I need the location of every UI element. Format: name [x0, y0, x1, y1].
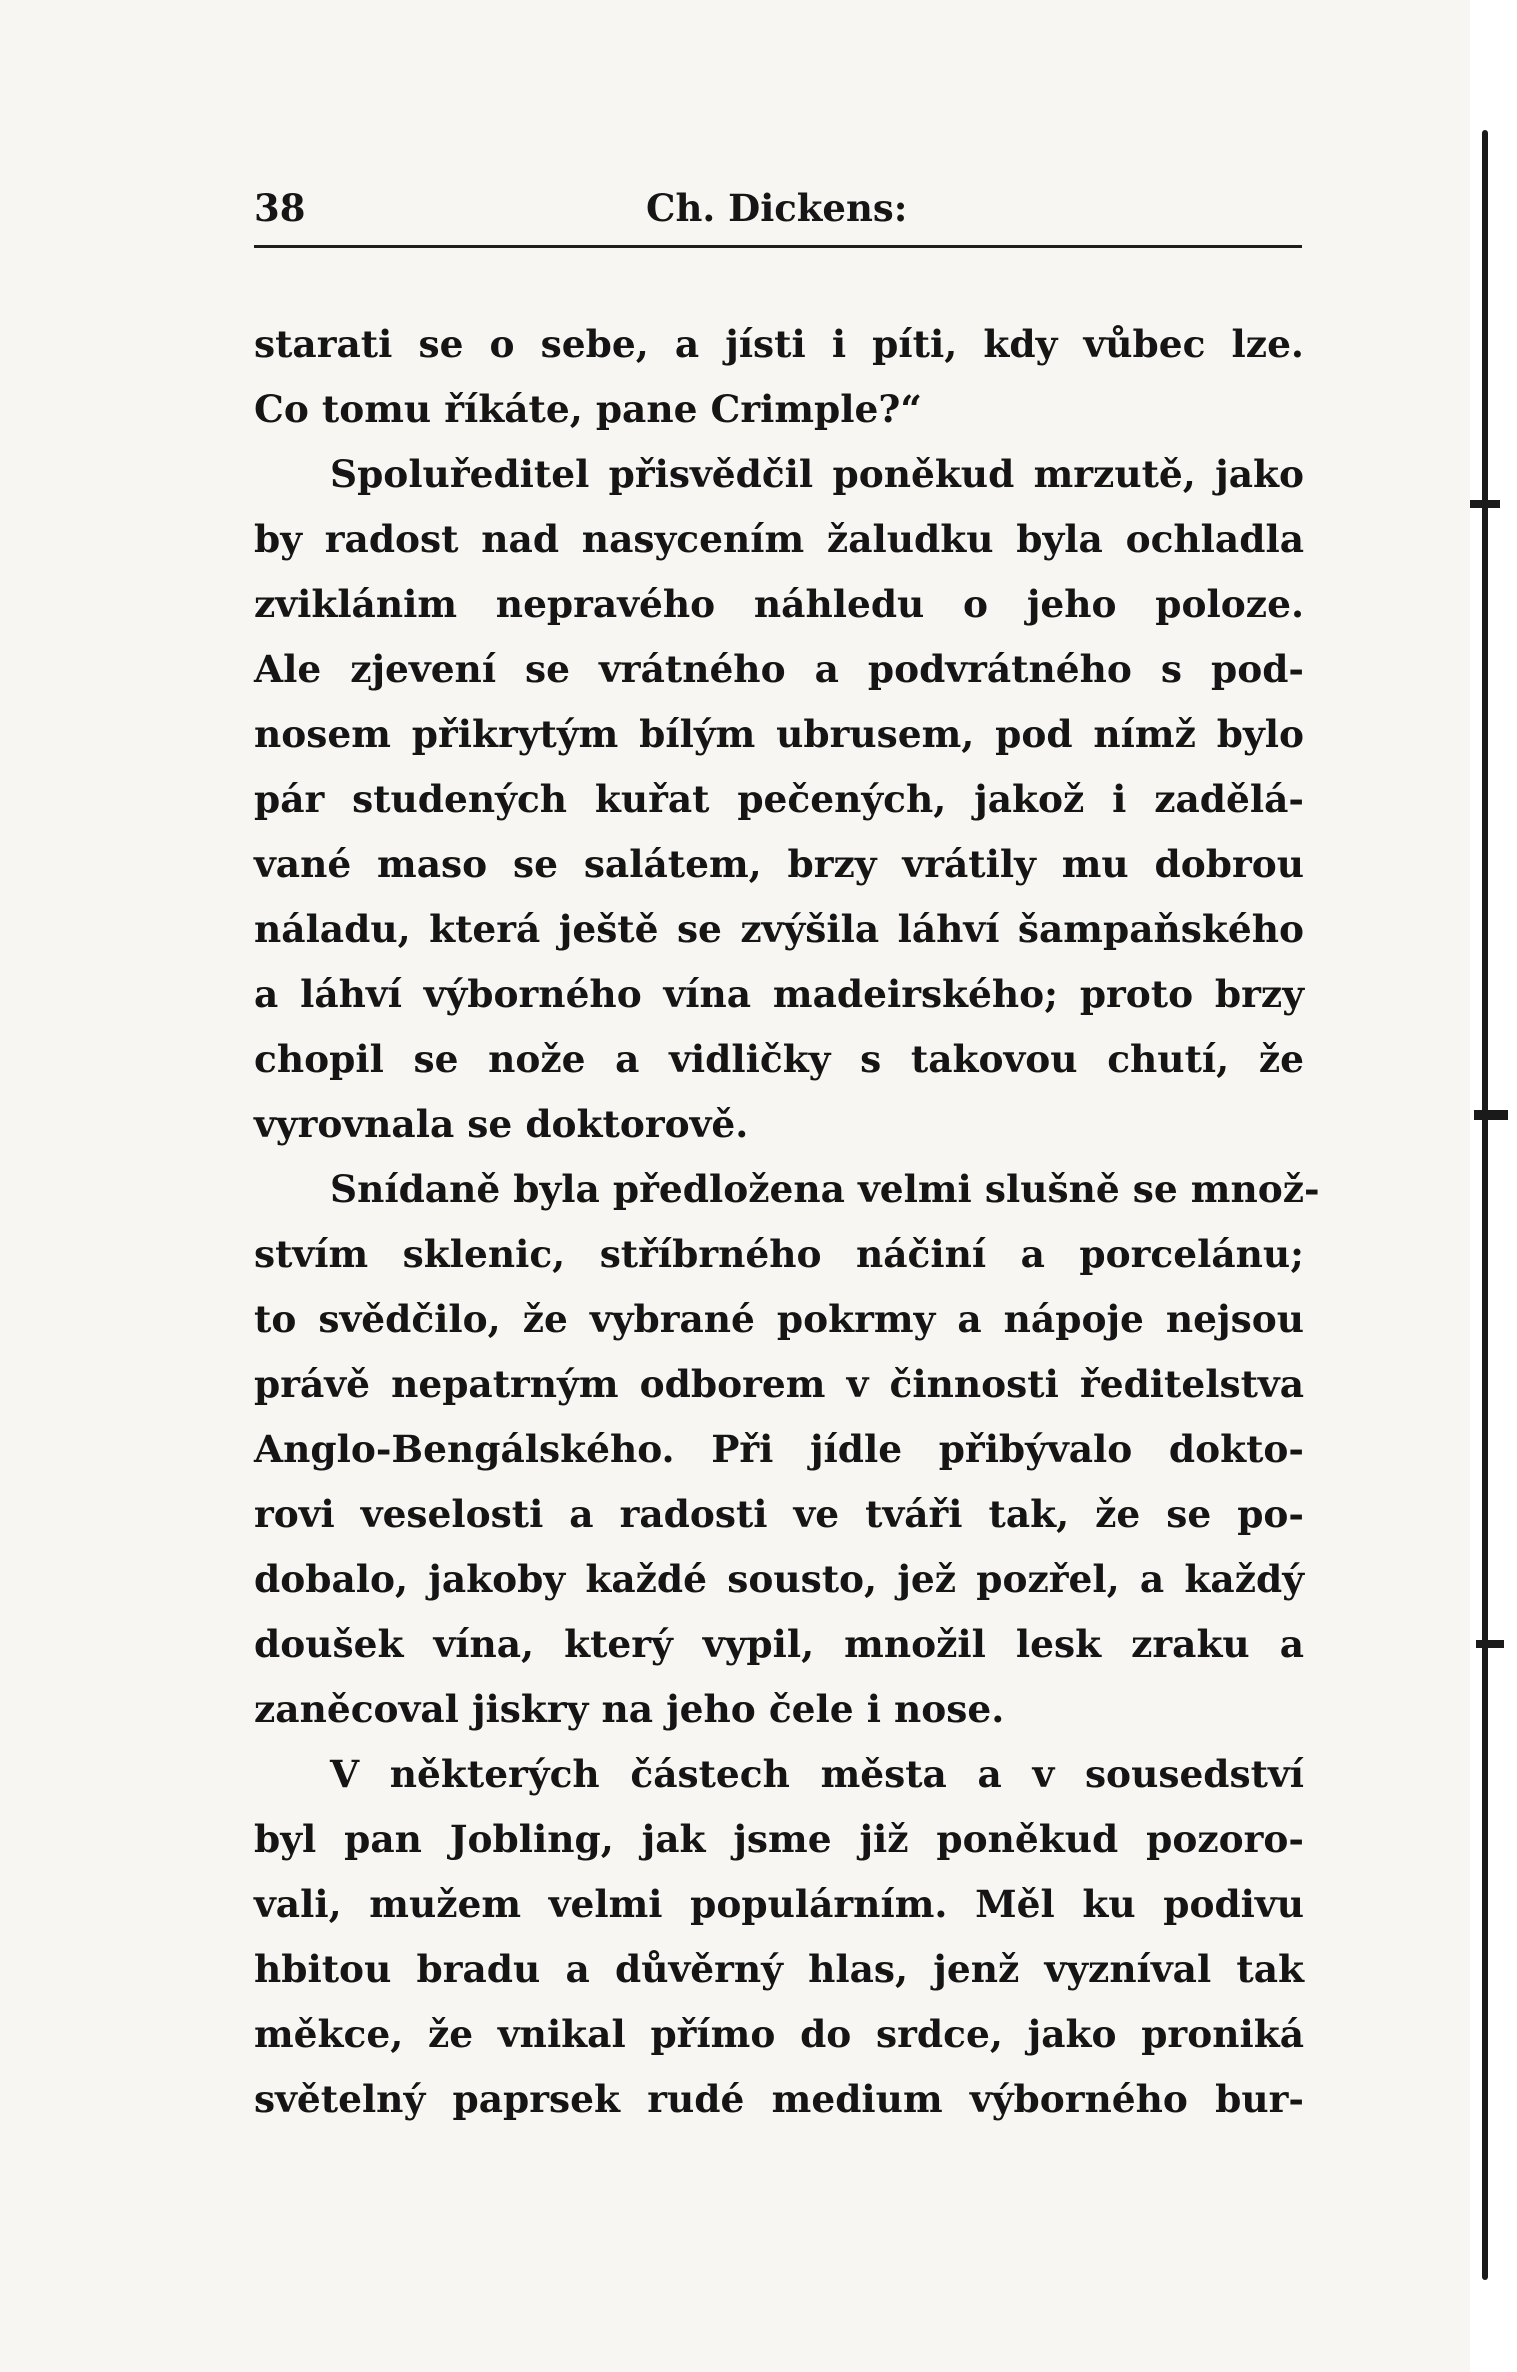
text-line: hbitou bradu a důvěrný hlas, jenž vyzníval tak	[254, 1947, 1304, 1991]
text-line: doušek vína, který vypil, množil lesk zraku a	[254, 1622, 1304, 1666]
binding-edge	[1482, 130, 1488, 2280]
text-line: vali, mužem velmi populárním. Měl ku podivu	[254, 1882, 1304, 1926]
text-line: chopil se nože a vidličky s takovou chutí, že	[254, 1037, 1304, 1081]
text-line: V některých částech města a v sousedství	[330, 1752, 1304, 1796]
text-line: pár studených kuřat pečených, jakož i zadělá-	[254, 777, 1304, 821]
text-line: to svědčilo, že vybrané pokrmy a nápoje nejsou	[254, 1297, 1304, 1341]
text-line: Co tomu říkáte, pane Crimple?“	[254, 387, 922, 431]
text-line: nosem přikrytým bílým ubrusem, pod nímž bylo	[254, 712, 1304, 756]
text-line: zviklánim nepravého náhledu o jeho poloze.	[254, 582, 1304, 626]
text-line: Snídaně byla předložena velmi slušně se množ-	[330, 1167, 1320, 1211]
text-line: rovi veselosti a radosti ve tváři tak, že se po-	[254, 1492, 1304, 1536]
body-text	[254, 312, 1320, 2132]
text-line: by radost nad nasycením žaludku byla ochladla	[254, 517, 1304, 561]
text-line: Ale zjevení se vrátného a podvrátného s pod-	[254, 647, 1304, 691]
text-line: vyrovnala se doktorově.	[254, 1102, 749, 1146]
header-rule	[254, 245, 1302, 248]
page-gutter	[1470, 0, 1517, 2372]
text-line: starati se o sebe, a jísti i píti, kdy vůbec lze.	[254, 322, 1304, 366]
running-head	[254, 186, 1302, 234]
text-line: a láhví výborného vína madeirského; proto brzy	[254, 972, 1304, 1016]
text-line: zaněcoval jiskry na jeho čele i nose.	[254, 1687, 1005, 1731]
text-line: byl pan Jobling, jak jsme již poněkud pozoro-	[254, 1817, 1304, 1861]
text-line: dobalo, jakoby každé sousto, jež pozřel, a každý	[254, 1557, 1304, 1601]
text-line: stvím sklenic, stříbrného náčiní a porcelánu;	[254, 1232, 1304, 1276]
text-line: vané maso se salátem, brzy vrátily mu dobrou	[254, 842, 1304, 886]
binding-mark	[1474, 1110, 1508, 1120]
text-line: měkce, že vnikal přímo do srdce, jako proniká	[254, 2012, 1304, 2056]
text-line: Spoluředitel přisvědčil poněkud mrzutě, jako	[330, 452, 1304, 496]
text-line: náladu, která ještě se zvýšila láhví šampaňského	[254, 907, 1304, 951]
text-line: právě nepatrným odborem v činnosti ředitelstva	[254, 1362, 1304, 1406]
text-line: Anglo-Bengálského. Při jídle přibývalo dokto-	[254, 1427, 1304, 1471]
page-number: 38	[254, 186, 306, 230]
running-title: Ch. Dickens:	[646, 186, 908, 230]
binding-mark	[1476, 1640, 1504, 1648]
text-line: světelný paprsek rudé medium výborného bur-	[254, 2077, 1304, 2121]
binding-mark	[1470, 500, 1500, 508]
